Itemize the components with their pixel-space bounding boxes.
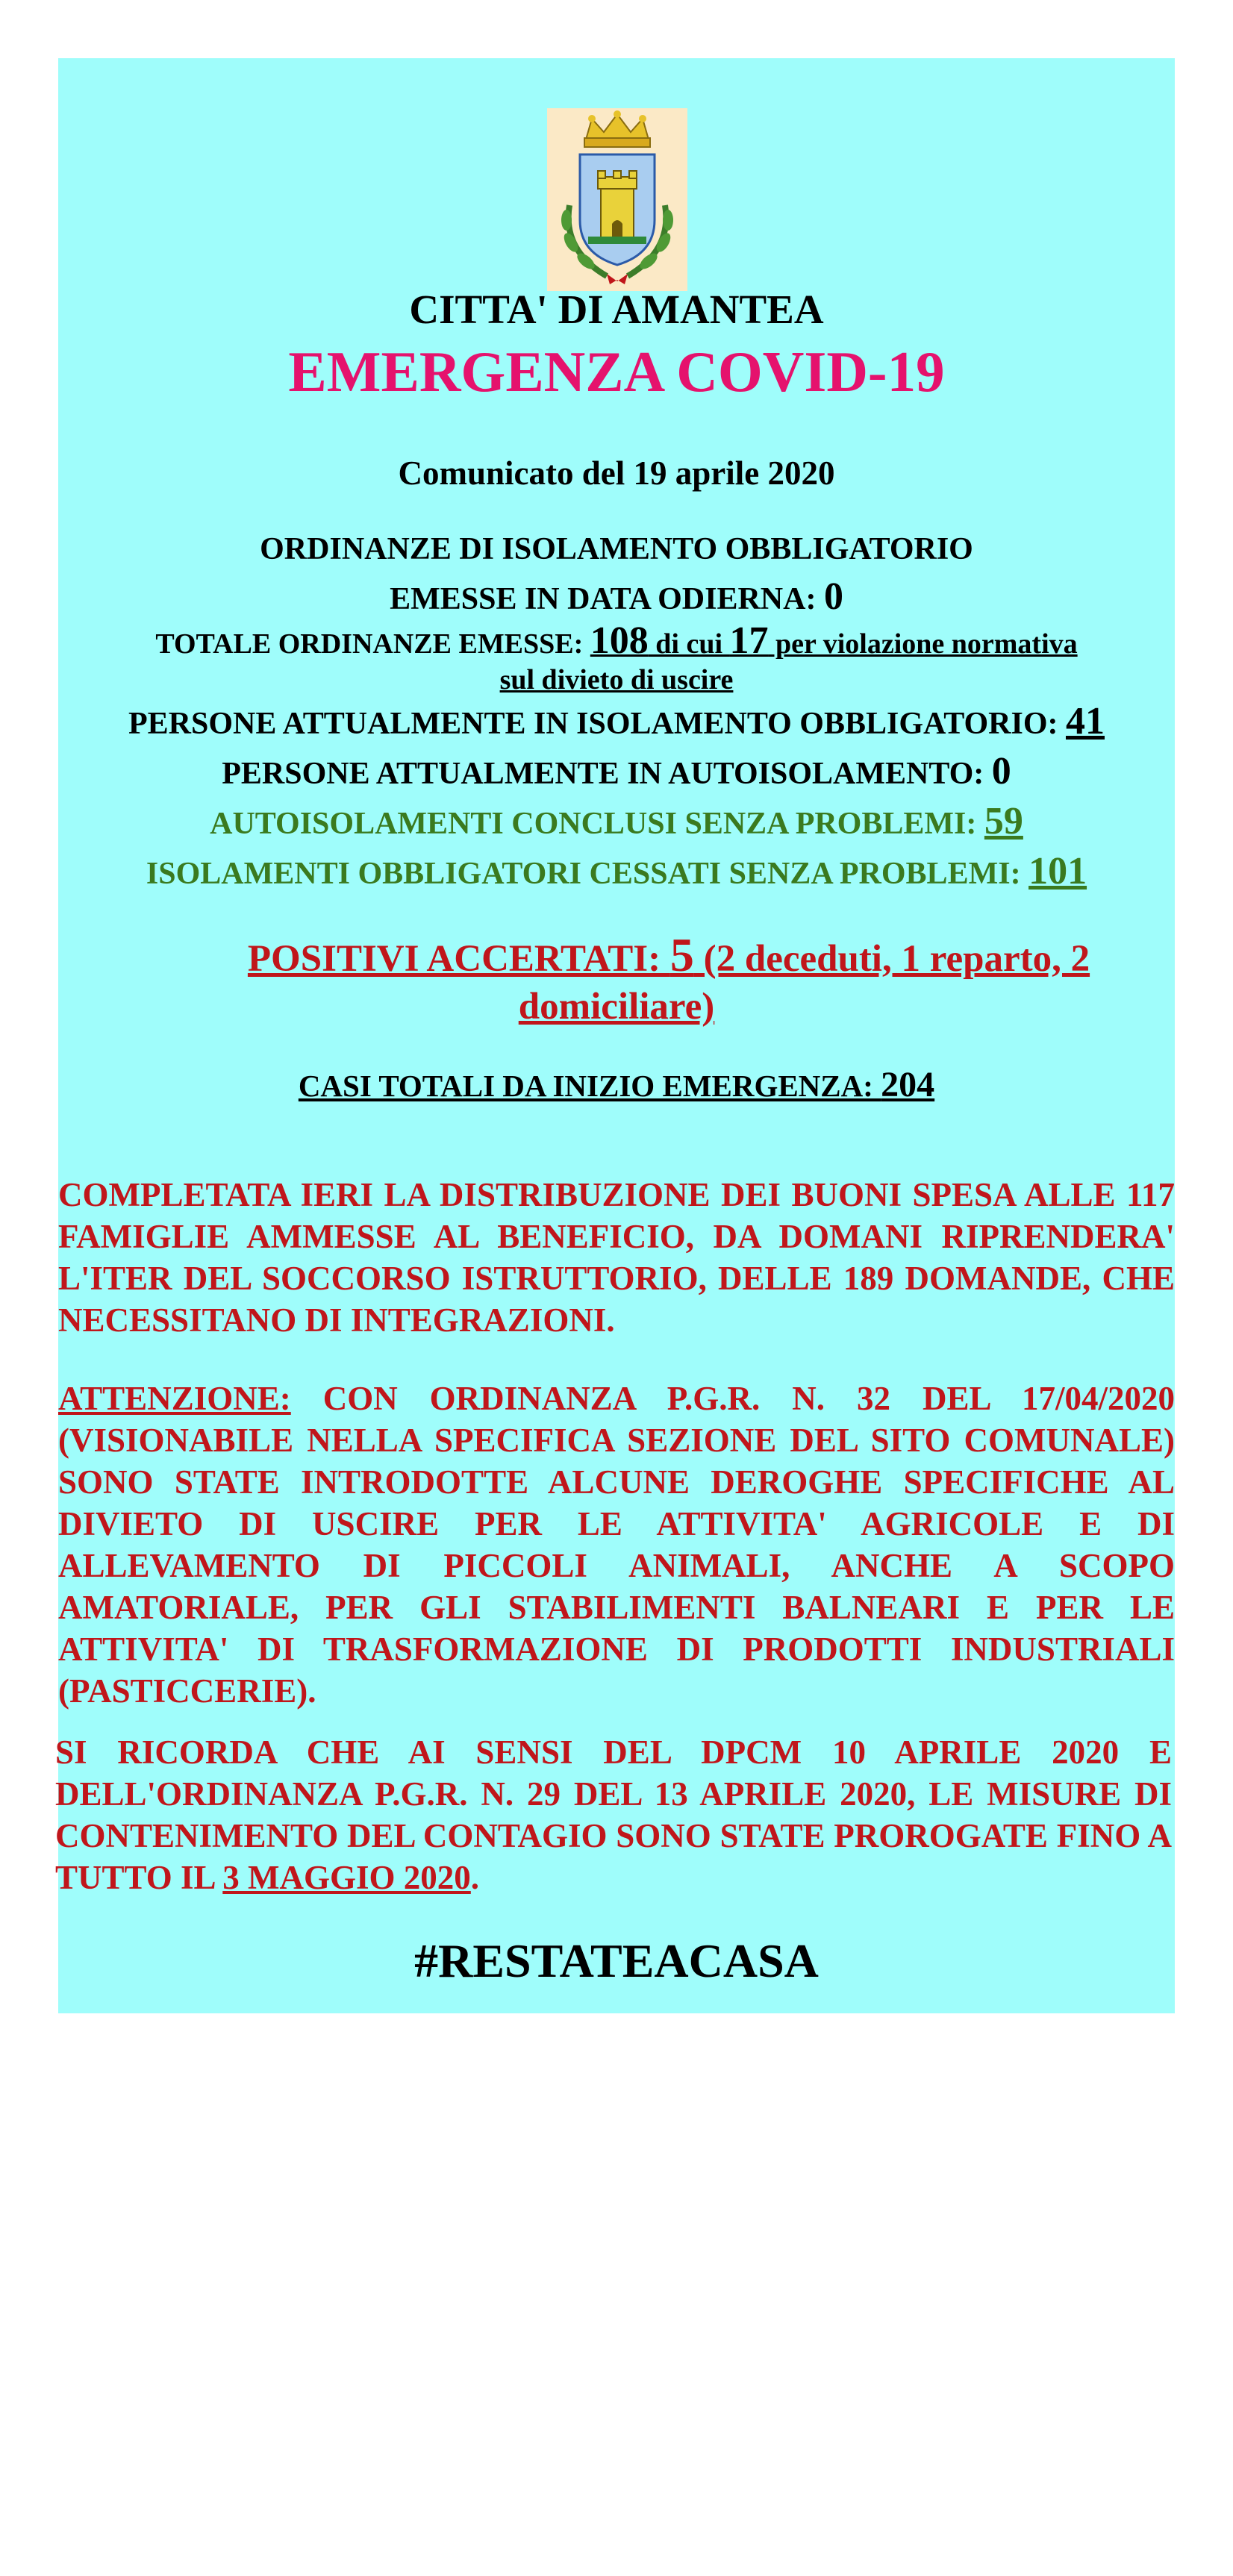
emergency-title: EMERGENZA COVID-19 (288, 340, 945, 404)
stats-mid: di cui (648, 628, 730, 660)
stats-line-isolation (58, 698, 1175, 748)
positive-detail: (2 deceduti, 1 reparto, 2 (693, 938, 1090, 980)
total-cases (58, 1063, 1175, 1108)
stats-value: 41 (1065, 700, 1105, 743)
stats-line-total (58, 619, 1175, 698)
stats-tail: sul divieto di uscire (499, 664, 734, 695)
city-crest-icon (547, 108, 687, 291)
stats-value: 108 (590, 619, 649, 662)
stats-line-heading: ORDINANZE DI ISOLAMENTO OBBLIGATORIO (260, 532, 973, 566)
stats-line-self-isolation-concluded (58, 798, 1175, 848)
stats-value: 101 (1028, 850, 1087, 892)
stats-line-self-isolation (58, 748, 1175, 798)
total-cases-label: CASI TOTALI DA INIZIO EMERGENZA: (298, 1069, 881, 1103)
bulletin-panel (55, 58, 1175, 2013)
notice-ordinance (58, 1378, 1175, 1712)
total-cases-value: 204 (881, 1065, 935, 1104)
stats-line-isolation-ended (58, 848, 1175, 898)
stats-line-today (58, 573, 1175, 623)
stats-value: 59 (984, 800, 1023, 842)
stats-label: TOTALE ORDINANZE EMESSE: (155, 628, 590, 660)
stats-label: AUTOISOLAMENTI CONCLUSI SENZA PROBLEMI: (210, 807, 984, 841)
notice-lead: ATTENZIONE: (58, 1380, 291, 1417)
notice-body: CON ORDINANZA P.G.R. N. 32 DEL 17/04/2020 (VISIONABILE NELLA SPECIFICA SEZIONE DEL SITO COMUNALE) SONO STATE INTRODOTTE ALCUNE DEROGHE SPECIFICHE AL DIVIETO DI USCIRE PER LE ATTIVITA' AGRICOLE E DI ALLEVAMENTO DI PICCOLI ANIMALI, ANCHE A SCOPO AMATORIALE, PER GLI STABILIMENTI BALNEARI E PER LE ATTIVITA' DI TRASFORMAZIONE DI PRODOTTI INDUSTRIALI (PASTICCERIE). (58, 1380, 1175, 1710)
stats-label: PERSONE ATTUALMENTE IN ISOLAMENTO OBBLIGATORIO: (128, 707, 1066, 741)
positive-value: 5 (669, 928, 694, 981)
positive-label: POSITIVI ACCERTATI: (247, 938, 670, 980)
notice-extension (55, 1731, 1172, 1898)
notice-date: 3 MAGGIO 2020 (222, 1859, 471, 1896)
stats-label: PERSONE ATTUALMENTE IN AUTOISOLAMENTO: (222, 757, 992, 791)
stats-value: 0 (823, 575, 843, 618)
bulletin-date: Comunicato del 19 aprile 2020 (398, 454, 835, 492)
notice-end: . (470, 1859, 480, 1896)
positive-detail-2: domiciliare) (518, 986, 715, 1028)
positive-cases (58, 928, 1175, 1031)
city-title: CITTA' DI AMANTEA (409, 287, 824, 332)
stats-tail: per violazione normativa (768, 628, 1078, 660)
stats-label: EMESSE IN DATA ODIERNA: (390, 582, 824, 616)
stay-home-hashtag: #RESTATEACASA (414, 1934, 819, 1987)
notice-body: SI RICORDA CHE AI SENSI DEL DPCM 10 APRILE 2020 E DELL'ORDINANZA P.G.R. N. 29 DEL 13 APRILE 2020, LE MISURE DI CONTENIMENTO DEL CONTAGIO SONO STATE PROROGATE FINO A TUTTO IL (55, 1734, 1172, 1896)
notice-vouchers: COMPLETATA IERI LA DISTRIBUZIONE DEI BUONI SPESA ALLE 117 FAMIGLIE AMMESSE AL BENEFICIO, DA DOMANI RIPRENDERA' L'ITER DEL SOCCORSO ISTRUTTORIO, DELLE 189 DOMANDE, CHE NECESSITANO DI INTEGRAZIONI. (58, 1176, 1175, 1339)
stats-label: ISOLAMENTI OBBLIGATORI CESSATI SENZA PROBLEMI: (146, 857, 1029, 891)
stats-block (58, 526, 1175, 898)
stats-value: 17 (729, 619, 769, 662)
stats-value: 0 (991, 750, 1011, 793)
